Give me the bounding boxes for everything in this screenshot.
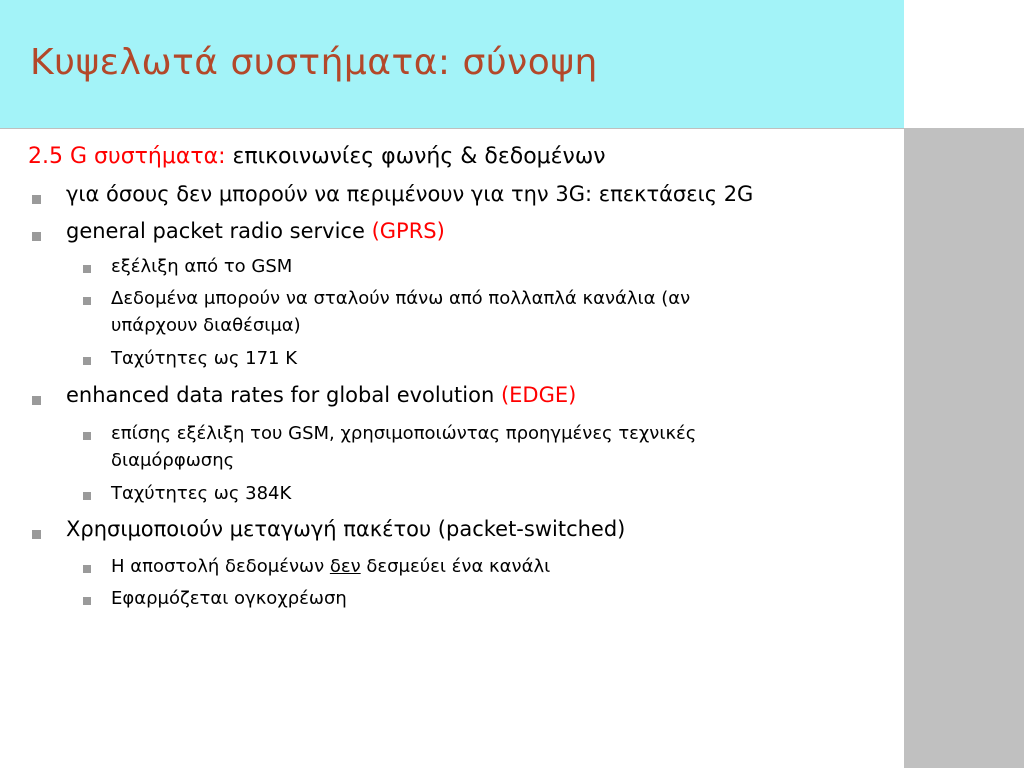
list-item-text: Χρησιμοποιούν μεταγωγή πακέτου (packet-switched) xyxy=(66,517,626,541)
bullet-icon xyxy=(32,232,41,241)
slide-title: Κυψελωτά συστήματα: σύνοψη xyxy=(30,42,598,83)
acronym-edge: (EDGE) xyxy=(500,383,577,407)
slide-body xyxy=(0,128,904,768)
bullet-icon xyxy=(83,432,91,440)
sub-item: Εφαρμόζεται ογκοχρέωση xyxy=(111,588,347,609)
sub-item: Δεδομένα μπορούν να σταλούν πάνω από πολλαπλά κανάλια (αν xyxy=(111,288,691,309)
bullet-icon xyxy=(83,265,91,273)
bullet-icon xyxy=(83,565,91,573)
bullet-icon xyxy=(32,396,41,405)
bullet-icon xyxy=(83,492,91,500)
sub-item-continuation: διαμόρφωσης xyxy=(111,450,235,471)
sub-item: εξέλιξη από το GSM xyxy=(111,256,293,277)
acronym-gprs: (GPRS) xyxy=(371,219,445,243)
right-top-panel xyxy=(904,0,1024,128)
sub-item-text-after: δεσμεύει ένα κανάλι xyxy=(360,556,551,577)
bullet-icon xyxy=(83,297,91,305)
sub-item: επίσης εξέλιξη του GSM, χρησιμοποιώντας προηγμένες τεχνικές xyxy=(111,423,697,444)
list-item-text: enhanced data rates for global evolution xyxy=(66,383,501,407)
section-heading xyxy=(28,144,606,169)
list-item xyxy=(66,517,625,541)
list-item-text: general packet radio service xyxy=(66,219,372,243)
heading-prefix: 2.5 G συστήματα: xyxy=(28,144,226,169)
sub-item-continuation: υπάρχουν διαθέσιμα) xyxy=(111,315,301,336)
sub-item: Ταχύτητες ως 384K xyxy=(111,483,292,504)
sub-item xyxy=(111,556,550,577)
sub-item-text-before: Η αποστολή δεδομένων xyxy=(111,556,330,577)
list-item xyxy=(66,219,445,243)
list-item-text: για όσους δεν μπορούν να περιμένουν για την 3G: επεκτάσεις 2G xyxy=(66,182,754,206)
bullet-icon xyxy=(32,195,41,204)
underlined-word: δεν xyxy=(329,556,361,577)
right-gray-strip xyxy=(904,128,1024,768)
sub-item: Ταχύτητες ως 171 K xyxy=(111,348,298,369)
heading-rest: επικοινωνίες φωνής & δεδομένων xyxy=(232,144,606,169)
list-item xyxy=(66,383,576,407)
bullet-icon xyxy=(83,357,91,365)
bullet-icon xyxy=(32,530,41,539)
bullet-icon xyxy=(83,597,91,605)
list-item xyxy=(66,182,753,206)
